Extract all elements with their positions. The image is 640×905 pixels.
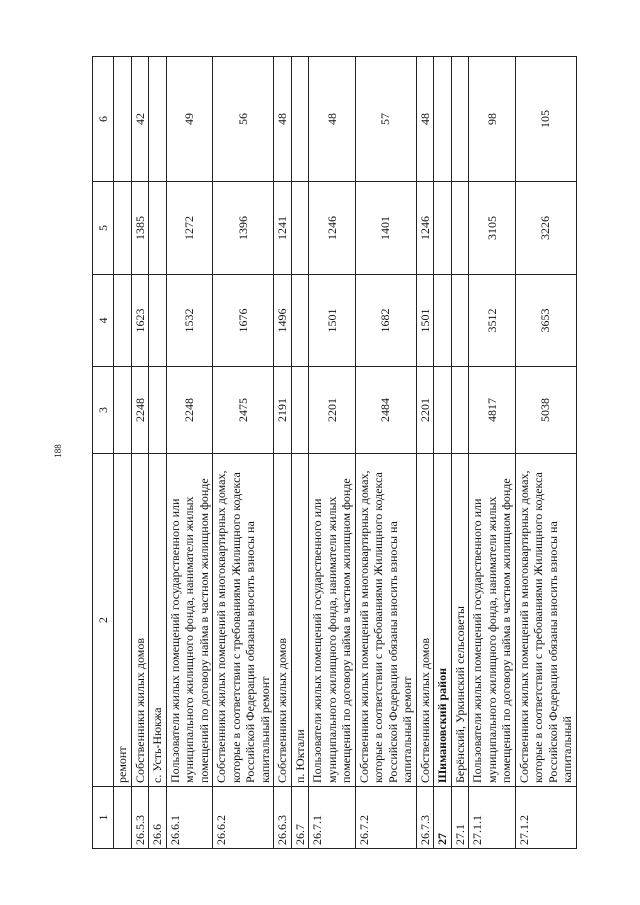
- row-value-cell: 1676: [213, 275, 274, 367]
- row-value-cell: 1501: [309, 275, 356, 367]
- table-row: [451, 57, 469, 849]
- row-value-cell: 1396: [213, 182, 274, 275]
- row-description-cell: Собственники жилых помещений в многоквартирных домах, которые в соответствии с требованиями Жилищного кодекса Российской Федерации обязаны вносить взносы на капитальный ремонт: [213, 454, 274, 787]
- table-row: [434, 57, 452, 849]
- row-code-cell: 26.6.2: [213, 787, 274, 849]
- row-value-cell: 98: [469, 57, 516, 182]
- table-row: [166, 57, 213, 849]
- row-value-cell: 105: [515, 57, 576, 182]
- row-code-cell: 26.7.1: [309, 787, 356, 849]
- row-description-cell: Собственники жилых помещений в многоквартирных домах, которые в соответствии с требованиями Жилищного кодекса Российской Федерации обязаны вносить взносы на капитальный ремонт: [355, 454, 416, 787]
- row-value-cell: 56: [213, 57, 274, 182]
- header-cell: 2: [93, 454, 114, 787]
- row-value-cell: [291, 57, 309, 182]
- table-row: [416, 57, 434, 849]
- row-code-cell: [114, 787, 132, 849]
- table-row: [291, 57, 309, 849]
- row-value-cell: [114, 367, 132, 454]
- table-row: [309, 57, 356, 849]
- row-value-cell: [291, 367, 309, 454]
- row-value-cell: [451, 367, 469, 454]
- row-description-cell: Шимановский район: [434, 454, 452, 787]
- row-code-cell: 26.5.3: [131, 787, 149, 849]
- row-value-cell: [149, 367, 167, 454]
- row-value-cell: 1623: [131, 275, 149, 367]
- row-value-cell: 1496: [274, 275, 292, 367]
- row-value-cell: [149, 182, 167, 275]
- table-row: [515, 57, 576, 849]
- row-description-cell: Собственники жилых домов: [274, 454, 292, 787]
- row-description-cell: Собственники жилых помещений в многоквартирных домах, которые в соответствии с требованиями Жилищного кодекса Российской Федерации обязаны вносить взносы на капитальный: [515, 454, 576, 787]
- row-code-cell: 26.6.3: [274, 787, 292, 849]
- row-value-cell: 1501: [416, 275, 434, 367]
- row-code-cell: 26.6: [149, 787, 167, 849]
- row-value-cell: [149, 275, 167, 367]
- header-cell: 5: [93, 182, 114, 275]
- row-value-cell: 2201: [309, 367, 356, 454]
- row-value-cell: [149, 57, 167, 182]
- row-value-cell: [114, 275, 132, 367]
- row-code-cell: 27: [434, 787, 452, 849]
- row-code-cell: 27.1.1: [469, 787, 516, 849]
- header-cell: 6: [93, 57, 114, 182]
- row-value-cell: 2201: [416, 367, 434, 454]
- header-cell: 3: [93, 367, 114, 454]
- row-value-cell: 1682: [355, 275, 416, 367]
- table-row: [355, 57, 416, 849]
- row-value-cell: 3512: [469, 275, 516, 367]
- header-cell: 1: [93, 787, 114, 849]
- table-row: [114, 57, 132, 849]
- header-cell: 4: [93, 275, 114, 367]
- table-header-row: [93, 57, 114, 849]
- row-value-cell: 1241: [274, 182, 292, 275]
- tariff-table: [92, 56, 577, 849]
- row-description-cell: Пользователи жилых помещений государственного или муниципального жилищного фонда, наниматели жилых помещений по договору найма в частном жилищном фонде: [166, 454, 213, 787]
- row-value-cell: [451, 182, 469, 275]
- table-row: [131, 57, 149, 849]
- row-value-cell: 2248: [166, 367, 213, 454]
- row-value-cell: 3653: [515, 275, 576, 367]
- row-value-cell: 2248: [131, 367, 149, 454]
- row-value-cell: 1272: [166, 182, 213, 275]
- row-value-cell: 1385: [131, 182, 149, 275]
- row-description-cell: с. Усть-Нюкжа: [149, 454, 167, 787]
- row-code-cell: 26.6.1: [166, 787, 213, 849]
- row-value-cell: [434, 57, 452, 182]
- row-description-cell: Пользователи жилых помещений государственного или муниципального жилищного фонда, наниматели жилых помещений по договору найма в частном жилищном фонде: [469, 454, 516, 787]
- row-value-cell: 4817: [469, 367, 516, 454]
- row-description-cell: Собственники жилых домов: [416, 454, 434, 787]
- row-code-cell: 26.7.3: [416, 787, 434, 849]
- row-value-cell: 1532: [166, 275, 213, 367]
- row-value-cell: [434, 275, 452, 367]
- row-value-cell: 48: [416, 57, 434, 182]
- row-value-cell: 2475: [213, 367, 274, 454]
- row-value-cell: 57: [355, 57, 416, 182]
- row-code-cell: 27.1: [451, 787, 469, 849]
- row-value-cell: [114, 57, 132, 182]
- row-description-cell: п. Юктали: [291, 454, 309, 787]
- row-description-cell: Собственники жилых домов: [131, 454, 149, 787]
- row-code-cell: 27.1.2: [515, 787, 576, 849]
- row-description-cell: ремонт: [114, 454, 132, 787]
- row-value-cell: 5038: [515, 367, 576, 454]
- table-row: [213, 57, 274, 849]
- row-value-cell: [114, 182, 132, 275]
- table-row: [274, 57, 292, 849]
- rotated-table-container: [92, 57, 603, 849]
- row-value-cell: 1246: [309, 182, 356, 275]
- row-value-cell: 48: [309, 57, 356, 182]
- row-value-cell: [434, 367, 452, 454]
- row-value-cell: [291, 275, 309, 367]
- row-value-cell: 1401: [355, 182, 416, 275]
- row-code-cell: 26.7.2: [355, 787, 416, 849]
- row-value-cell: 3226: [515, 182, 576, 275]
- row-value-cell: 42: [131, 57, 149, 182]
- page-number: 188: [52, 444, 63, 458]
- row-value-cell: [451, 275, 469, 367]
- row-value-cell: 2484: [355, 367, 416, 454]
- row-value-cell: 2191: [274, 367, 292, 454]
- row-description-cell: Берёнский, Уркинский сельсоветы: [451, 454, 469, 787]
- row-value-cell: 48: [274, 57, 292, 182]
- row-value-cell: [451, 57, 469, 182]
- row-value-cell: 49: [166, 57, 213, 182]
- row-value-cell: 1246: [416, 182, 434, 275]
- row-value-cell: [291, 182, 309, 275]
- row-description-cell: Пользователи жилых помещений государственного или муниципального жилищного фонда, наниматели жилых помещений по договору найма в частном жилищном фонде: [309, 454, 356, 787]
- table-row: [149, 57, 167, 849]
- row-code-cell: 26.7: [291, 787, 309, 849]
- tariff-table-body: [93, 57, 577, 849]
- table-row: [469, 57, 516, 849]
- row-value-cell: 3105: [469, 182, 516, 275]
- row-value-cell: [434, 182, 452, 275]
